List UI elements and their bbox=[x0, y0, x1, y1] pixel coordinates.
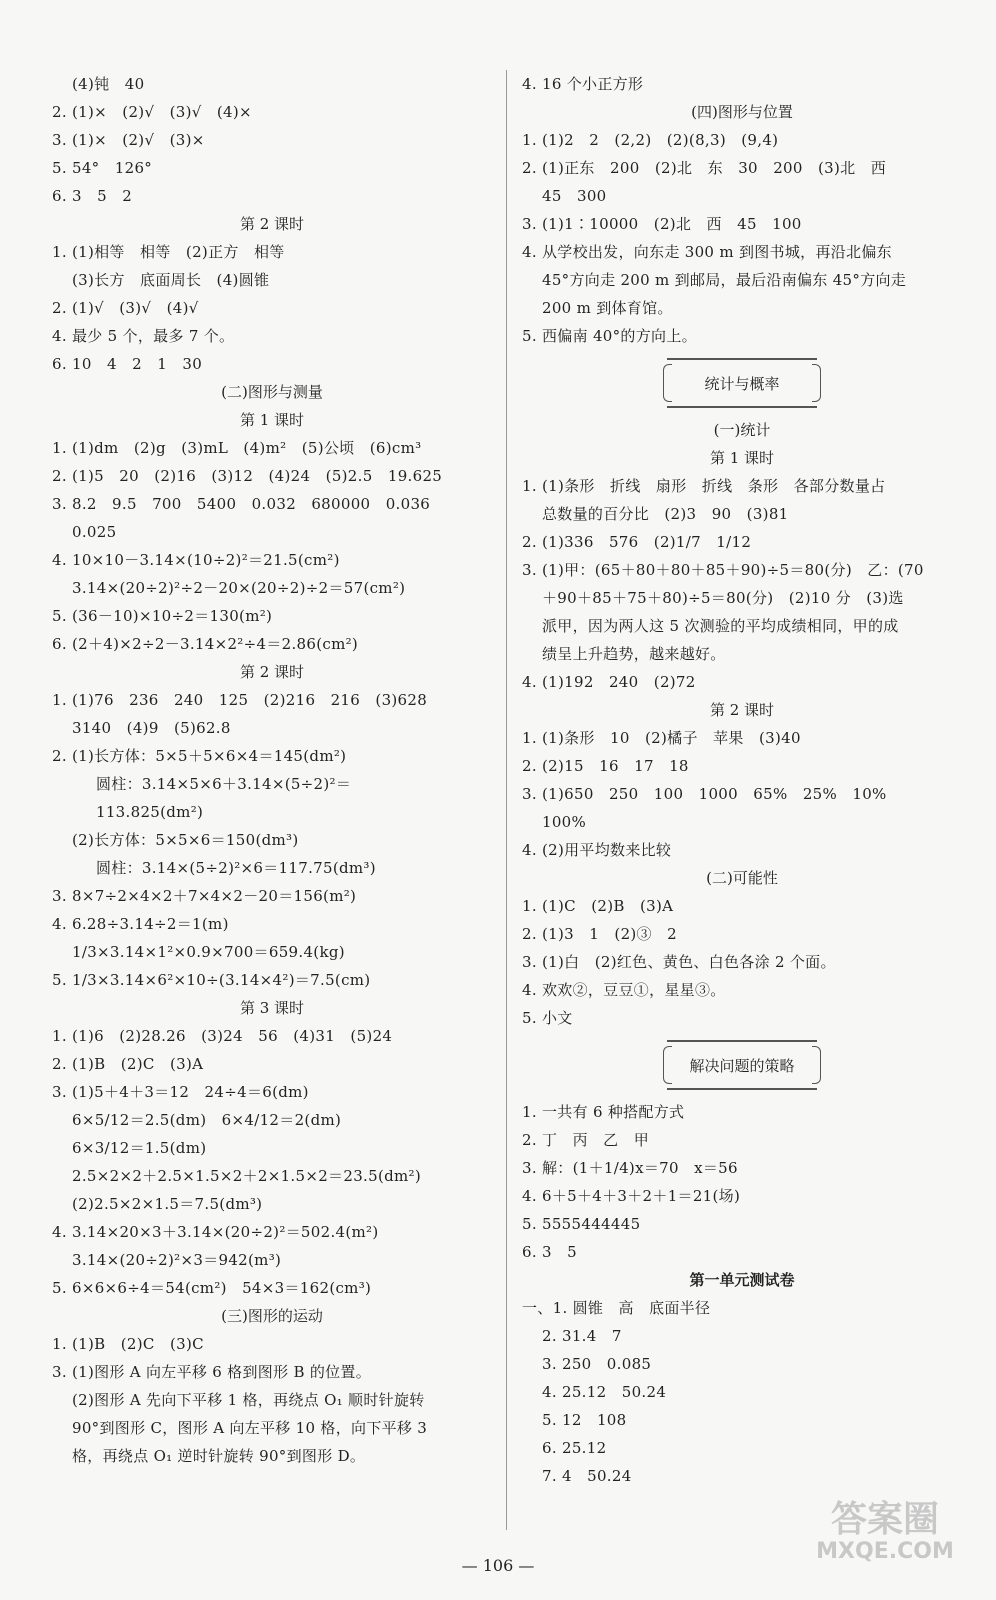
section-heading: 第 3 课时 bbox=[239, 999, 305, 1017]
section-heading: (二)可能性 bbox=[706, 869, 778, 887]
answer-line: (2)2.5×2×1.5＝7.5(dm³) bbox=[72, 1195, 263, 1213]
section-heading: 第 1 课时 bbox=[709, 449, 775, 467]
answer-line: 1/3×3.14×1²×0.9×700＝659.4(kg) bbox=[72, 943, 345, 961]
answer-line: 1. (1)76 236 240 125 (2)216 216 (3)628 bbox=[52, 691, 428, 709]
answer-line: 6×5/12＝2.5(dm) 6×4/12＝2(dm) bbox=[72, 1111, 342, 1129]
answer-line: 5. 54° 126° bbox=[52, 159, 153, 177]
answer-line: 2. 31.4 7 bbox=[542, 1327, 622, 1345]
answer-line: 4. 最少 5 个，最多 7 个。 bbox=[52, 327, 235, 345]
answer-line: (4)钝 40 bbox=[72, 75, 145, 93]
answer-line: 3.14×(20÷2)²×3＝942(m³) bbox=[72, 1251, 282, 1269]
answer-line: 圆柱：3.14×(5÷2)²×6＝117.75(dm³) bbox=[96, 859, 376, 877]
section-heading: 第 2 课时 bbox=[709, 701, 775, 719]
answer-line: 4. (2)用平均数来比较 bbox=[522, 841, 672, 859]
answer-line: 7. 4 50.24 bbox=[542, 1467, 632, 1485]
section-heading: (二)图形与测量 bbox=[221, 383, 323, 401]
answer-line: 3. 解：(1＋1/4)x＝70 x＝56 bbox=[522, 1159, 738, 1177]
answer-line: 5. 6×6×6÷4＝54(cm²) 54×3＝162(cm³) bbox=[52, 1279, 372, 1297]
answer-line: 5. 西偏南 40°的方向上。 bbox=[522, 327, 697, 345]
answer-line: 2. (1)√ (3)√ (4)√ bbox=[52, 299, 199, 317]
answer-line: 0.025 bbox=[72, 523, 117, 541]
answer-line: 3. (1)1∶10000 (2)北 西 45 100 bbox=[522, 215, 802, 233]
watermark-top: 答案圈 bbox=[830, 1499, 939, 1540]
answer-line: 1. (1)相等 相等 (2)正方 相等 bbox=[52, 243, 285, 261]
answer-line: 5. (36－10)×10÷2＝130(m²) bbox=[52, 607, 273, 625]
answer-line: 5. 小文 bbox=[522, 1009, 573, 1027]
answer-line: 3. (1)甲：(65＋80＋80＋85＋90)÷5＝80(分) 乙：(70 bbox=[522, 561, 924, 579]
answer-line: 6×3/12＝1.5(dm) bbox=[72, 1139, 207, 1157]
answer-line: 3.14×(20÷2)²÷2－20×(20÷2)÷2＝57(cm²) bbox=[72, 579, 406, 597]
answer-line: 4. 10×10－3.14×(10÷2)²＝21.5(cm²) bbox=[52, 551, 340, 569]
answer-line: 1. (1)条形 折线 扇形 折线 条形 各部分数量占 bbox=[522, 477, 886, 495]
answer-line: 4. 从学校出发，向东走 300 m 到图书城，再沿北偏东 bbox=[522, 243, 892, 261]
section-heading: 第 2 课时 bbox=[239, 215, 305, 233]
answer-line: 2. (1)正东 200 (2)北 东 30 200 (3)北 西 bbox=[522, 159, 887, 177]
answer-line: 200 m 到体育馆。 bbox=[542, 299, 673, 317]
answer-line: 1. (1)2 2 (2,2) (2)(8,3) (9,4) bbox=[522, 131, 779, 149]
answer-line: 3. (1)× (2)√ (3)× bbox=[52, 131, 205, 149]
watermark-logo bbox=[800, 1500, 970, 1570]
answer-line: 2. (1)B (2)C (3)A bbox=[52, 1055, 204, 1073]
answer-line: 1. (1)C (2)B (3)A bbox=[522, 897, 674, 915]
answer-line: 90°到图形 C，图形 A 向左平移 10 格，向下平移 3 bbox=[72, 1419, 428, 1437]
answer-line: ＋90＋85＋75＋80)÷5＝80(分) (2)10 分 (3)选 bbox=[542, 589, 904, 607]
page-number: — 106 — bbox=[461, 1556, 535, 1575]
answer-line: 2. (1)5 20 (2)16 (3)12 (4)24 (5)2.5 19.625 bbox=[52, 467, 443, 485]
answer-line: 2. (1)× (2)√ (3)√ (4)× bbox=[52, 103, 252, 121]
answer-line: 绩呈上升趋势，越来越好。 bbox=[542, 645, 726, 663]
answer-line: 1. (1)条形 10 (2)橘子 苹果 (3)40 bbox=[522, 729, 801, 747]
answer-line: 2. (1)长方体：5×5＋5×6×4＝145(dm²) bbox=[52, 747, 347, 765]
left-column bbox=[52, 70, 492, 1470]
section-banner: 统计与概率 bbox=[667, 358, 817, 408]
answer-line: 5. 1/3×3.14×6²×10÷(3.14×4²)＝7.5(cm) bbox=[52, 971, 371, 989]
answer-line: 1. (1)B (2)C (3)C bbox=[52, 1335, 204, 1353]
section-heading: (一)统计 bbox=[713, 421, 771, 439]
answer-line: (3)长方 底面周长 (4)圆锥 bbox=[72, 271, 270, 289]
answer-line: 2. 丁 丙 乙 甲 bbox=[522, 1131, 650, 1149]
answer-line: 6. (2＋4)×2÷2－3.14×2²÷4＝2.86(cm²) bbox=[52, 635, 359, 653]
answer-line: 3140 (4)9 (5)62.8 bbox=[72, 719, 231, 737]
answer-line: 3. 250 0.085 bbox=[542, 1355, 652, 1373]
section-heading: 第 2 课时 bbox=[239, 663, 305, 681]
answer-line: 5. 5555444445 bbox=[522, 1215, 641, 1233]
answer-line: 5. 12 108 bbox=[542, 1411, 627, 1429]
answer-line: 4. 16 个小正方形 bbox=[522, 75, 644, 93]
answer-line: 2. (1)3 1 (2)③ 2 bbox=[522, 925, 678, 943]
answer-line: 派甲，因为两人这 5 次测验的平均成绩相同，甲的成 bbox=[542, 617, 899, 635]
answer-line: 4. 6.28÷3.14÷2＝1(m) bbox=[52, 915, 229, 933]
answer-line: 6. 10 4 2 1 30 bbox=[52, 355, 203, 373]
watermark-bottom: MXQE.COM bbox=[816, 1539, 954, 1564]
answer-line: 4. (1)192 240 (2)72 bbox=[522, 673, 696, 691]
answer-line: 4. 3.14×20×3＋3.14×(20÷2)²＝502.4(m²) bbox=[52, 1223, 379, 1241]
section-banner: 解决问题的策略 bbox=[667, 1040, 817, 1090]
section-heading: 第一单元测试卷 bbox=[689, 1271, 795, 1289]
right-column bbox=[522, 70, 962, 1490]
answer-line: 4. 25.12 50.24 bbox=[542, 1383, 667, 1401]
answer-line: 3. (1)图形 A 向左平移 6 格到图形 B 的位置。 bbox=[52, 1363, 372, 1381]
answer-line: 2. (2)15 16 17 18 bbox=[522, 757, 689, 775]
answer-line: 45 300 bbox=[542, 187, 607, 205]
answer-line: 2.5×2×2＋2.5×1.5×2＋2×1.5×2＝23.5(dm²) bbox=[72, 1167, 421, 1185]
answer-line: 一、1. 圆锥 高 底面半径 bbox=[522, 1299, 711, 1317]
answer-line: 格，再绕点 O₁ 逆时针旋转 90°到图形 D。 bbox=[72, 1447, 366, 1465]
section-heading: (四)图形与位置 bbox=[691, 103, 793, 121]
answer-line: 4. 欢欢②，豆豆①，星星③。 bbox=[522, 981, 726, 999]
answer-line: 圆柱：3.14×5×6＋3.14×(5÷2)²＝ bbox=[96, 775, 352, 793]
answer-line: 3. (1)5＋4＋3＝12 24÷4＝6(dm) bbox=[52, 1083, 309, 1101]
answer-line: 3. 8×7÷2×4×2＋7×4×2－20＝156(m²) bbox=[52, 887, 357, 905]
section-heading: 第 1 课时 bbox=[239, 411, 305, 429]
answer-line: 6. 25.12 bbox=[542, 1439, 607, 1457]
answer-line: 2. (1)336 576 (2)1/7 1/12 bbox=[522, 533, 752, 551]
answer-line: 4. 6＋5＋4＋3＋2＋1＝21(场) bbox=[522, 1187, 741, 1205]
answer-line: 3. (1)白 (2)红色、黄色、白色各涂 2 个面。 bbox=[522, 953, 836, 971]
answer-line: 6. 3 5 2 bbox=[52, 187, 133, 205]
answer-line: (2)图形 A 先向下平移 1 格，再绕点 O₁ 顺时针旋转 bbox=[72, 1391, 425, 1409]
answer-line: 1. (1)dm (2)g (3)mL (4)m² (5)公顷 (6)cm³ bbox=[52, 439, 422, 457]
answer-line: 6. 3 5 bbox=[522, 1243, 577, 1261]
answer-line: 总数量的百分比 (2)3 90 (3)81 bbox=[542, 505, 789, 523]
answer-line: (2)长方体：5×5×6＝150(dm³) bbox=[72, 831, 299, 849]
section-heading: (三)图形的运动 bbox=[221, 1307, 323, 1325]
answer-line: 1. (1)6 (2)28.26 (3)24 56 (4)31 (5)24 bbox=[52, 1027, 393, 1045]
answer-line: 100% bbox=[542, 813, 587, 831]
column-divider bbox=[506, 70, 507, 1530]
answer-line: 45°方向走 200 m 到邮局，最后沿南偏东 45°方向走 bbox=[542, 271, 907, 289]
answer-line: 3. 8.2 9.5 700 5400 0.032 680000 0.036 bbox=[52, 495, 431, 513]
answer-line: 3. (1)650 250 100 1000 65% 25% 10% bbox=[522, 785, 887, 803]
answer-line: 1. 一共有 6 种搭配方式 bbox=[522, 1103, 685, 1121]
answer-line: 113.825(dm²) bbox=[96, 803, 204, 821]
